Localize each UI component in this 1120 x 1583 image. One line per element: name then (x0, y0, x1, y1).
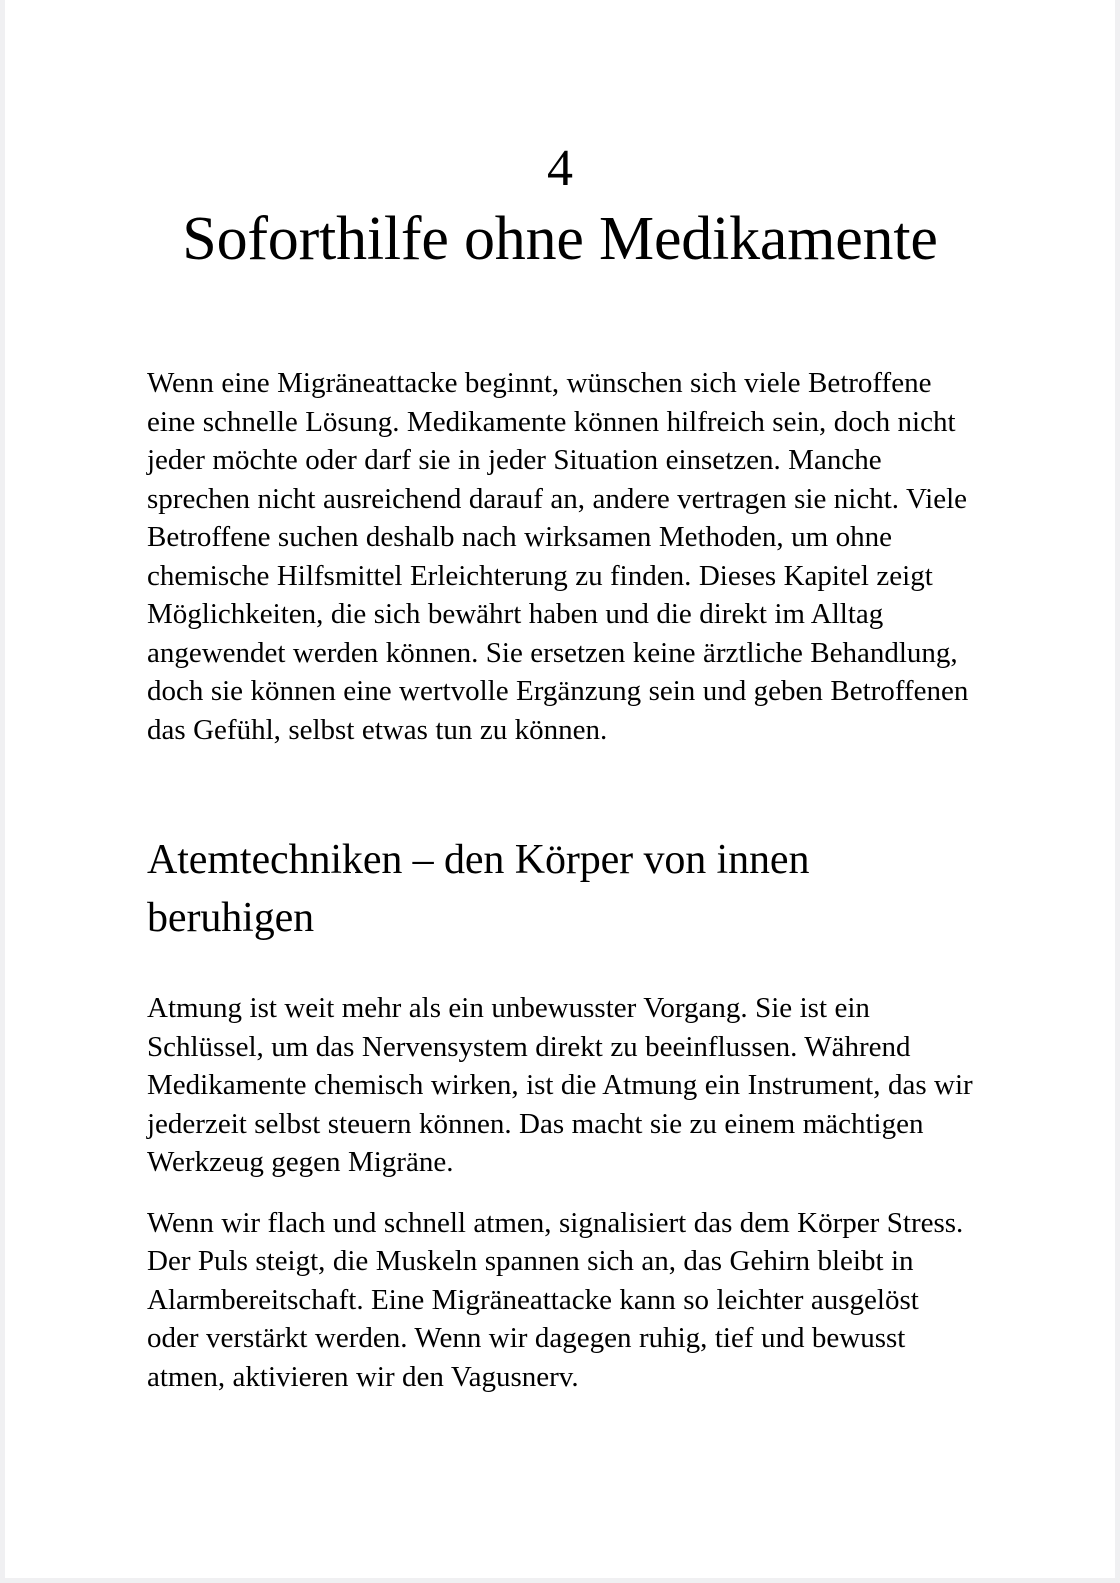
chapter-number: 4 (547, 140, 573, 197)
section-heading: Atemtechniken – den Körper von innen beruhigen (147, 837, 810, 941)
section-atemtechniken (147, 831, 973, 1396)
chapter-intro (147, 364, 973, 749)
chapter-title: Soforthilfe ohne Medikamente (182, 205, 938, 273)
section-paragraph-1: Atmung ist weit mehr als ein unbewusster Vorgang. Sie ist ein Schlüssel, um das Nervensystem direkt zu beeinflussen. Während Medikamente chemisch wirken, ist die Atmung ein Instrument, das wir jederzeit selbst steuern können. Das macht sie zu einem mächtigen Werkzeug gegen Migräne. (147, 992, 973, 1178)
section-paragraph-2: Wenn wir flach und schnell atmen, signalisiert das dem Körper Stress. Der Puls steigt, die Muskeln spannen sich an, das Gehirn bleibt in Alarmbereitschaft. Eine Migräneattacke kann so leichter ausgelöst oder verstärkt werden. Wenn wir dagegen ruhig, tief und bewusst atmen, aktivieren wir den Vagusnerv. (147, 1206, 964, 1393)
chapter-header (147, 0, 973, 276)
section-body (147, 989, 973, 1396)
intro-paragraph-1: Wenn eine Migräneattacke beginnt, wünschen sich viele Betroffene eine schnelle Lösung. Medikamente können hilfreich sein, doch nicht jeder möchte oder darf sie in jeder Situation einsetzen. Manche sprechen nicht ausreichend darauf an, andere vertragen sie nicht. Viele Betroffene suchen deshalb nach wirksamen Methoden, um ohne chemische Hilfsmittel Erleichterung zu finden. Dieses Kapitel zeigt Möglichkeiten, die sich bewährt haben und die direkt im Alltag angewendet werden können. Sie ersetzen keine ärztliche Behandlung, doch sie können eine wertvolle Ergänzung sein und geben Betroffenen das Gefühl, selbst etwas tun zu können. (147, 367, 969, 746)
page-content-area (5, 0, 1115, 1578)
